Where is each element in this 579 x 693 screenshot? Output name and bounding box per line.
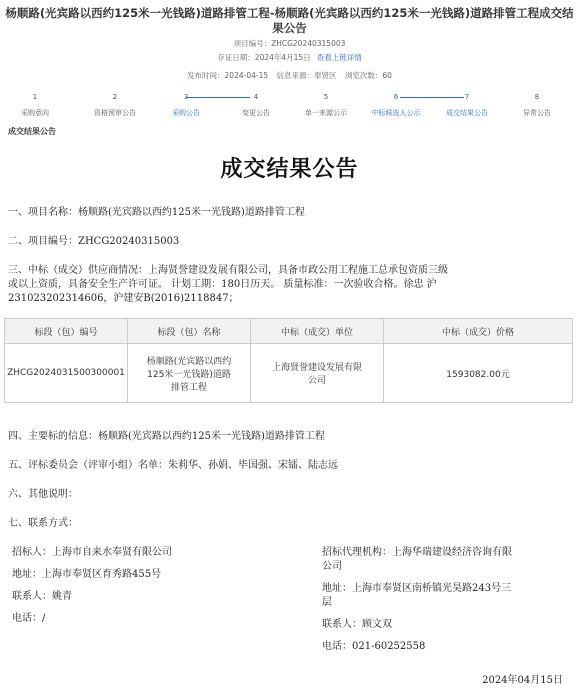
step-number: 4 — [253, 93, 259, 101]
current-tab-label: 成交结果公告 — [8, 127, 56, 136]
project-number-label: 项目编号： — [233, 39, 272, 48]
supplier-info-item — [8, 264, 448, 306]
buyer-name: 招标人：上海市自来水奉贤有限公司 — [12, 547, 172, 558]
archive-date-value: 2024年4月15日 — [254, 53, 311, 62]
archive-date-line — [0, 52, 579, 63]
step-number: 1 — [32, 93, 38, 101]
lot-name-line: 排管工程 — [170, 382, 207, 393]
step-candidate-notice[interactable] — [361, 92, 431, 118]
document-date: 2024年04月15日 — [482, 675, 563, 686]
agency-address-line: 地址：上海市奉贤区南桥镇光昊路243号三 — [322, 583, 512, 594]
step-label: 单一来源公示 — [305, 109, 347, 117]
supplier-info-line: 三、中标（成交）供应商情况：上海贤誉建设发展有限公司，具备市政公用工程施工总承包资质三级 — [8, 265, 448, 276]
buyer-address: 地址：上海市奉贤区育秀路455号 — [12, 569, 162, 580]
project-number-item: 二、项目编号：ZHCG20240315003 — [8, 236, 180, 247]
step-number: 7 — [464, 93, 470, 101]
step-result-notice[interactable] — [432, 92, 502, 118]
buyer-contact-person: 联系人：姚青 — [12, 591, 72, 602]
agency-name-line: 公司 — [322, 561, 342, 572]
step-label: 采购意向 — [21, 109, 49, 117]
committee-item: 五、评标委员会（评审小组）名单：朱莉华、孙娟、毕国强、宋镭、陆志远 — [8, 460, 338, 471]
project-number-line — [0, 38, 579, 49]
supplier-info-line: 231023202314606，沪建安B(2016)2118847； — [8, 293, 239, 304]
table-header-row — [5, 319, 573, 344]
step-single-source[interactable] — [291, 92, 361, 118]
agency-address-line: 层 — [322, 597, 332, 608]
step-number: 3 — [183, 93, 189, 101]
step-procurement-intent[interactable] — [0, 92, 70, 118]
lot-code-cell: ZHCG2024031500300001 — [5, 344, 128, 403]
winner-line: 公司 — [307, 376, 326, 386]
buyer-contact-block — [12, 546, 172, 626]
step-label: 异常公告 — [523, 109, 551, 117]
contact-heading: 七、联系方式： — [8, 518, 78, 529]
winner-cell — [251, 344, 384, 403]
agency-contact-person: 联系人：顾文双 — [322, 619, 392, 630]
lot-table — [4, 318, 573, 403]
step-number: 5 — [323, 93, 329, 101]
page-title-text: 杨顺路(光宾路以西约125米一光钱路)道路排管工程-杨顺路(光宾路以西约125米一光钱路)道路排管工程成交结果公告 — [5, 6, 574, 35]
publish-date-value: 2024-04-15 — [224, 71, 269, 80]
step-label: 采购公告 — [172, 109, 200, 117]
price-cell: 1593082.00元 — [384, 344, 573, 403]
step-change-notice[interactable] — [221, 92, 291, 118]
step-label: 成交结果公告 — [446, 109, 488, 117]
project-number-value: ZHCG20240315003 — [271, 39, 346, 48]
buyer-phone: 电话：/ — [12, 613, 46, 624]
table-row — [5, 344, 573, 403]
column-header: 标段（包）编号 — [5, 319, 128, 344]
column-header: 中标（成交）单位 — [251, 319, 384, 344]
view-chain-details-link[interactable]: 查看上链详情 — [316, 53, 362, 62]
step-label: 资格预审公告 — [94, 109, 136, 117]
winner-line: 上海贤誉建设发展有限 — [271, 363, 362, 373]
document-title: 成交结果公告 — [220, 157, 359, 182]
column-header: 标段（包）名称 — [128, 319, 251, 344]
other-notes-item: 六、其他说明： — [8, 489, 78, 500]
lot-name-line: 125米一光钱路)道路 — [147, 369, 231, 380]
agency-phone: 电话：021-60252558 — [322, 641, 426, 652]
main-subject-item: 四、主要标的信息：杨顺路(光宾路以西约125米一光钱路)道路排管工程 — [8, 431, 325, 442]
agency-name-line: 招标代理机构：上海华瑞建设经济咨询有限 — [322, 547, 512, 558]
agency-contact-block — [322, 546, 572, 654]
lot-name-cell — [128, 344, 251, 403]
views-label: 浏览次数： — [344, 71, 383, 80]
publish-info-line — [0, 70, 579, 81]
step-number: 6 — [393, 93, 399, 101]
step-procurement-notice[interactable] — [151, 92, 221, 118]
step-label: 变更公告 — [242, 109, 270, 117]
step-number: 2 — [112, 93, 118, 101]
page-title — [0, 6, 579, 36]
source-value: 奉贤区 — [314, 71, 337, 80]
step-number: 8 — [534, 93, 540, 101]
process-steps — [0, 92, 579, 122]
views-value: 60 — [382, 71, 392, 80]
source-label: 信息来源： — [276, 71, 315, 80]
step-abnormal-notice[interactable] — [502, 92, 572, 118]
archive-date-label: 存证日期： — [217, 53, 255, 62]
publish-date-label: 发布时间： — [187, 71, 225, 80]
lot-name-line: 杨顺路(光宾路以西约 — [146, 356, 232, 367]
step-label: 中标候选人公示 — [371, 109, 421, 117]
step-prequalification[interactable] — [80, 92, 150, 118]
project-name-item: 一、项目名称：杨顺路(光宾路以西约125米一光钱路)道路排管工程 — [8, 207, 305, 218]
column-header: 中标（成交）价格 — [384, 319, 573, 344]
supplier-info-line: 或以上资质，具备安全生产许可证。 计划工期：180日历天。 质量标准：一次验收合格。徐忠 沪 — [8, 279, 437, 290]
